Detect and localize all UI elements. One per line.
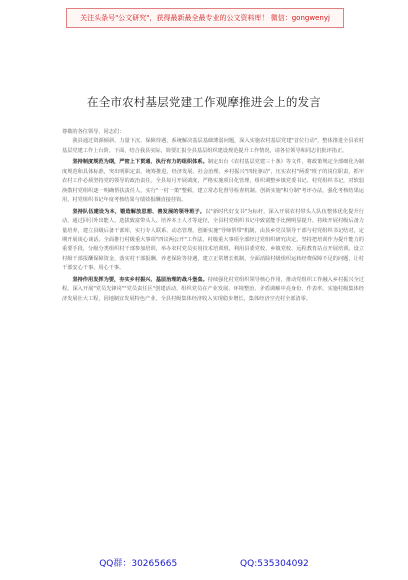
section-3-text: 持续强化村党组织领导核心作用，推动党组织工作融入乡村振兴全过程。深入开展"党员先锋岗""党员责任区"创建活动，组织党员在产业发展、环境整治、矛盾调解中亮身份、作表率。实施村级集体经济发展壮大工程，因地制宜发展特色产业，全县村级集体经济收入实现稳步增长，集体经济空壳村全部清零。 [62,276,364,302]
salutation: 尊敬的各位领导、同志们： [62,129,125,135]
section-2-heading: 坚持队伍建设为本，锻造解放思想、善发展的领导班子。 [72,208,206,215]
qq-number: QQ:535304092 [240,559,309,569]
contact-footer [0,556,408,569]
section-2-text: 以"新时代好支书"为标杆，深入开展农村带头人队伍整体优化提升行动，通过回引外出能人、选拔致富带头人、培养本土人才等途径，全县村党组织书记中致富能手比例明显提升。持续开展村级后备力量培养，建立县级后备干部库，实行专人联系、动态管理。创新实施"导师帮带"机制，由县乡党员领导干部与村党组织书记结对，定期开展谈心谈话。全面推行村级重大事项"四议两公开"工作法，村级重大事项全部经过党组织研究决定。坚持把培训作为提升能力的重要手段，分级分类组织村干部参加培训，举办农村党员实用技术培训班，利用县委党校、乡镇党校、远程教育站点开展培训。设立村级干部报酬保障资金，落实村干部报酬、养老保险等待遇，建立正常增长机制，全面消除村级组织运转经费保障不足的问题，让村干部安心干事、用心干事。 [62,208,364,272]
section-1-text: 制定出台《农村基层党建三十条》等文件，将政策规定全部细化为制度规范和具体标准，突出明职定责、统筹推进，经济发展、社会治理、乡村振兴"四轮驱动"，压实农村"两委"班子的岗位职责，抓牢农村工作必须坚持党的领导的政治责任。全县每月开展调度，严格实施项目化管理，组织调整乡镇党委书记、村党组织书记，对软弱涣散村党组织逐一明确帮扶责任人，实行"一村一策"整顿，建立常态化督导检查机制。创新实施"积分制"考评办法，强化考核结果运用，村党组织书记年度考核结果与绩效报酬直接挂钩。 [62,159,364,204]
section-3-heading: 坚持作用发挥为要，夯实乡村振兴、基层治理的战斗堡垒。 [72,276,208,283]
section-2-paragraph [62,208,364,274]
qq-group-number: QQ群：30265665 [99,559,178,569]
section-3-paragraph [62,276,364,304]
document-body [62,128,364,548]
section-1-heading: 坚持制度规范为纲，严密上下贯通、执行有力的组织体系。 [72,159,208,166]
intro-paragraph: 我县通过资源倾斜、力量下沉、保障待遇，系统解决基层基础薄弱问题，深入实施农村基层党建"首位行动"，整体推进全县农村基层党建工作上台阶。下面，结合我县实际，简要汇报全县基层组织建设规范提升工作情况，请各位领导和同志们批评指正。 [62,138,364,154]
section-1-paragraph [62,158,364,205]
document-title: 在全市农村基层党建工作观摩推进会上的发言 [87,95,321,109]
promo-banner: 关注头条号"公文研究"，获得最新最全最专业的公文资料库！ 微信：gongwenyj [66,8,344,28]
